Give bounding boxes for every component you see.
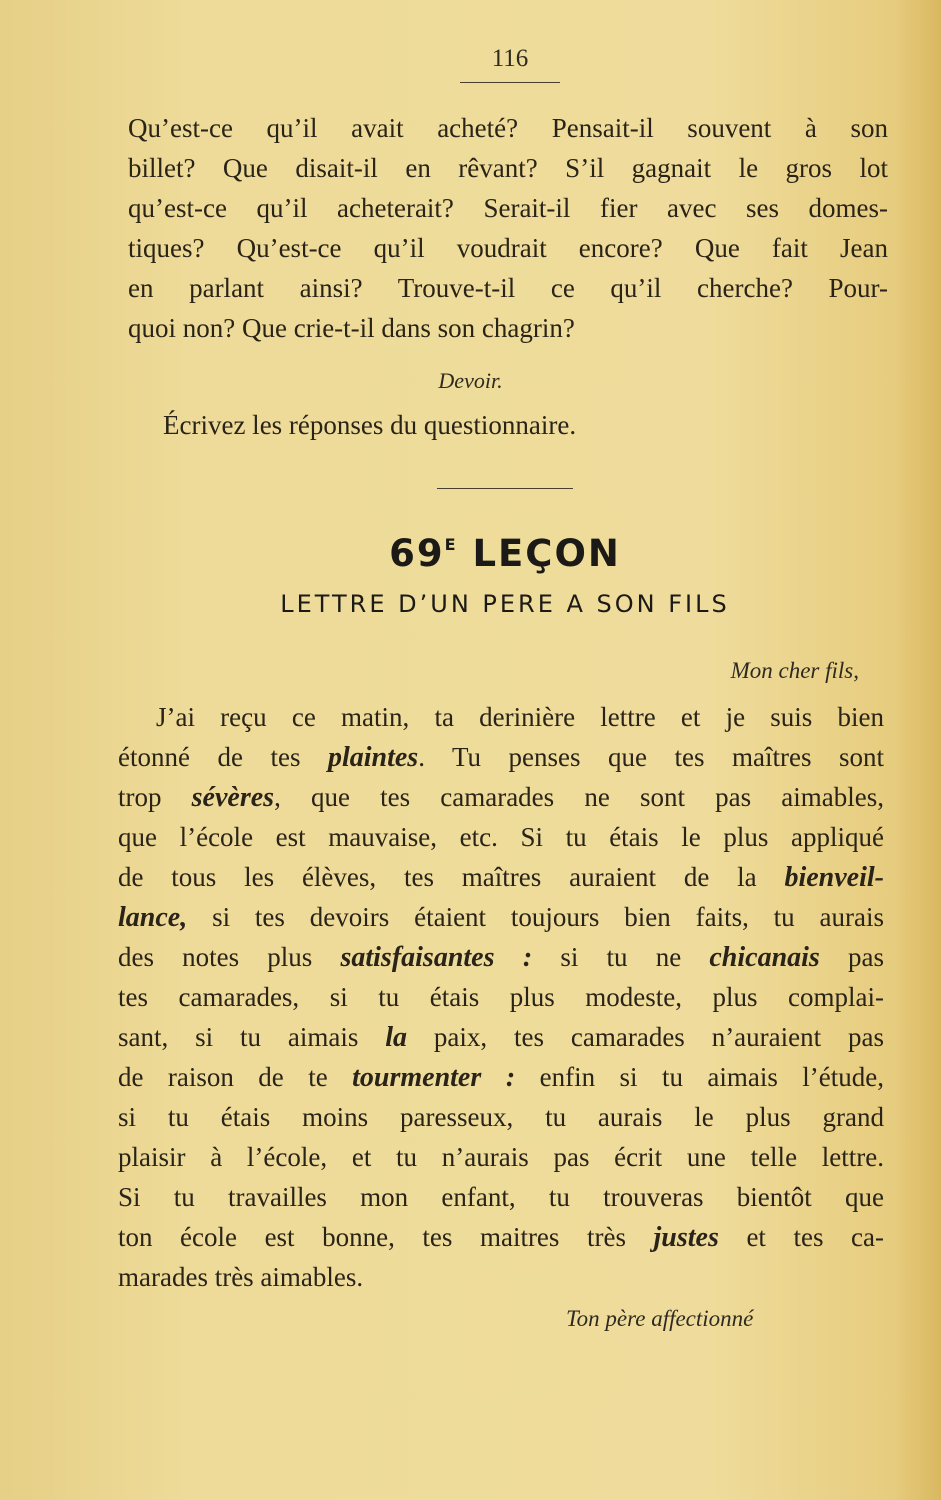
devoir-text: Écrivez les réponses du questionnaire. (163, 410, 577, 440)
emphasized-word: tourmenter : (352, 1062, 516, 1093)
letter-line: que l’école est mauvaise, etc. Si tu étais le plus appliqué (118, 822, 884, 852)
emphasized-word: la (385, 1022, 408, 1053)
lesson-number-suffix: E (444, 535, 458, 554)
question-line: en parlant ainsi? Trouve-t-il ce qu’il cherche? Pour- (128, 273, 888, 303)
emphasized-word: chicanais (709, 942, 820, 973)
letter-line: de raison de te tourmenter : enfin si tu aimais l’étude, (118, 1062, 884, 1093)
letter-signature: Ton père affectionné (566, 1306, 754, 1331)
letter-line: tes camarades, si tu étais plus modeste, plus complai- (118, 982, 884, 1012)
emphasized-word: lance, (118, 902, 188, 933)
emphasized-word: sévères (191, 782, 275, 813)
letter-line: plaisir à l’école, et tu n’aurais pas écrit une telle lettre. (118, 1142, 884, 1172)
devoir-heading: Devoir. (438, 368, 503, 393)
letter-line: marades très aimables. (118, 1262, 364, 1292)
letter-line: étonné de tes plaintes. Tu penses que tes maîtres sont (118, 742, 884, 773)
emphasized-word: bienveil- (784, 862, 884, 893)
lesson-word: LEÇON (472, 532, 621, 575)
emphasized-word: plaintes (327, 742, 419, 773)
letter-line: trop sévères, que tes camarades ne sont pas aimables, (118, 782, 884, 813)
emphasized-word: justes (653, 1222, 719, 1253)
letter-line: ton école est bonne, tes maitres très justes et tes ca- (118, 1222, 884, 1253)
lesson-title (0, 532, 941, 575)
letter-line: des notes plus satisfaisantes : si tu ne chicanais pas (118, 942, 884, 973)
emphasized-word: satisfaisantes : (340, 942, 533, 973)
letter-line: J’ai reçu ce matin, ta derinière lettre et je suis bien (156, 702, 884, 732)
section-divider (437, 488, 573, 489)
question-line: quoi non? Que crie-t-il dans son chagrin? (128, 313, 575, 343)
lesson-subtitle: LETTRE D’UN PERE A SON FILS (280, 590, 730, 618)
letter-line: lance, si tes devoirs étaient toujours bien faits, tu aurais (118, 902, 884, 933)
letter-salutation: Mon cher fils, (730, 658, 859, 683)
letter-body (118, 697, 884, 1297)
page-number: 116 (491, 45, 529, 72)
question-line: Qu’est-ce qu’il avait acheté? Pensait-il souvent à son (128, 113, 888, 143)
letter-line: sant, si tu aimais la paix, tes camarades n’auraient pas (118, 1022, 884, 1053)
question-line: qu’est-ce qu’il acheterait? Serait-il fier avec ses domes- (128, 193, 888, 223)
lesson-number: 69 (389, 532, 445, 575)
letter-line: Si tu travailles mon enfant, tu trouveras bientôt que (118, 1182, 884, 1212)
question-line: tiques? Qu’est-ce qu’il voudrait encore? Que fait Jean (128, 233, 888, 263)
question-line: billet? Que disait-il en rêvant? S’il gagnait le gros lot (128, 153, 888, 183)
letter-line: si tu étais moins paresseux, tu aurais le plus grand (118, 1102, 884, 1132)
letter-line: de tous les élèves, tes maîtres auraient de la bienveil- (118, 862, 884, 893)
header-rule (460, 82, 560, 83)
